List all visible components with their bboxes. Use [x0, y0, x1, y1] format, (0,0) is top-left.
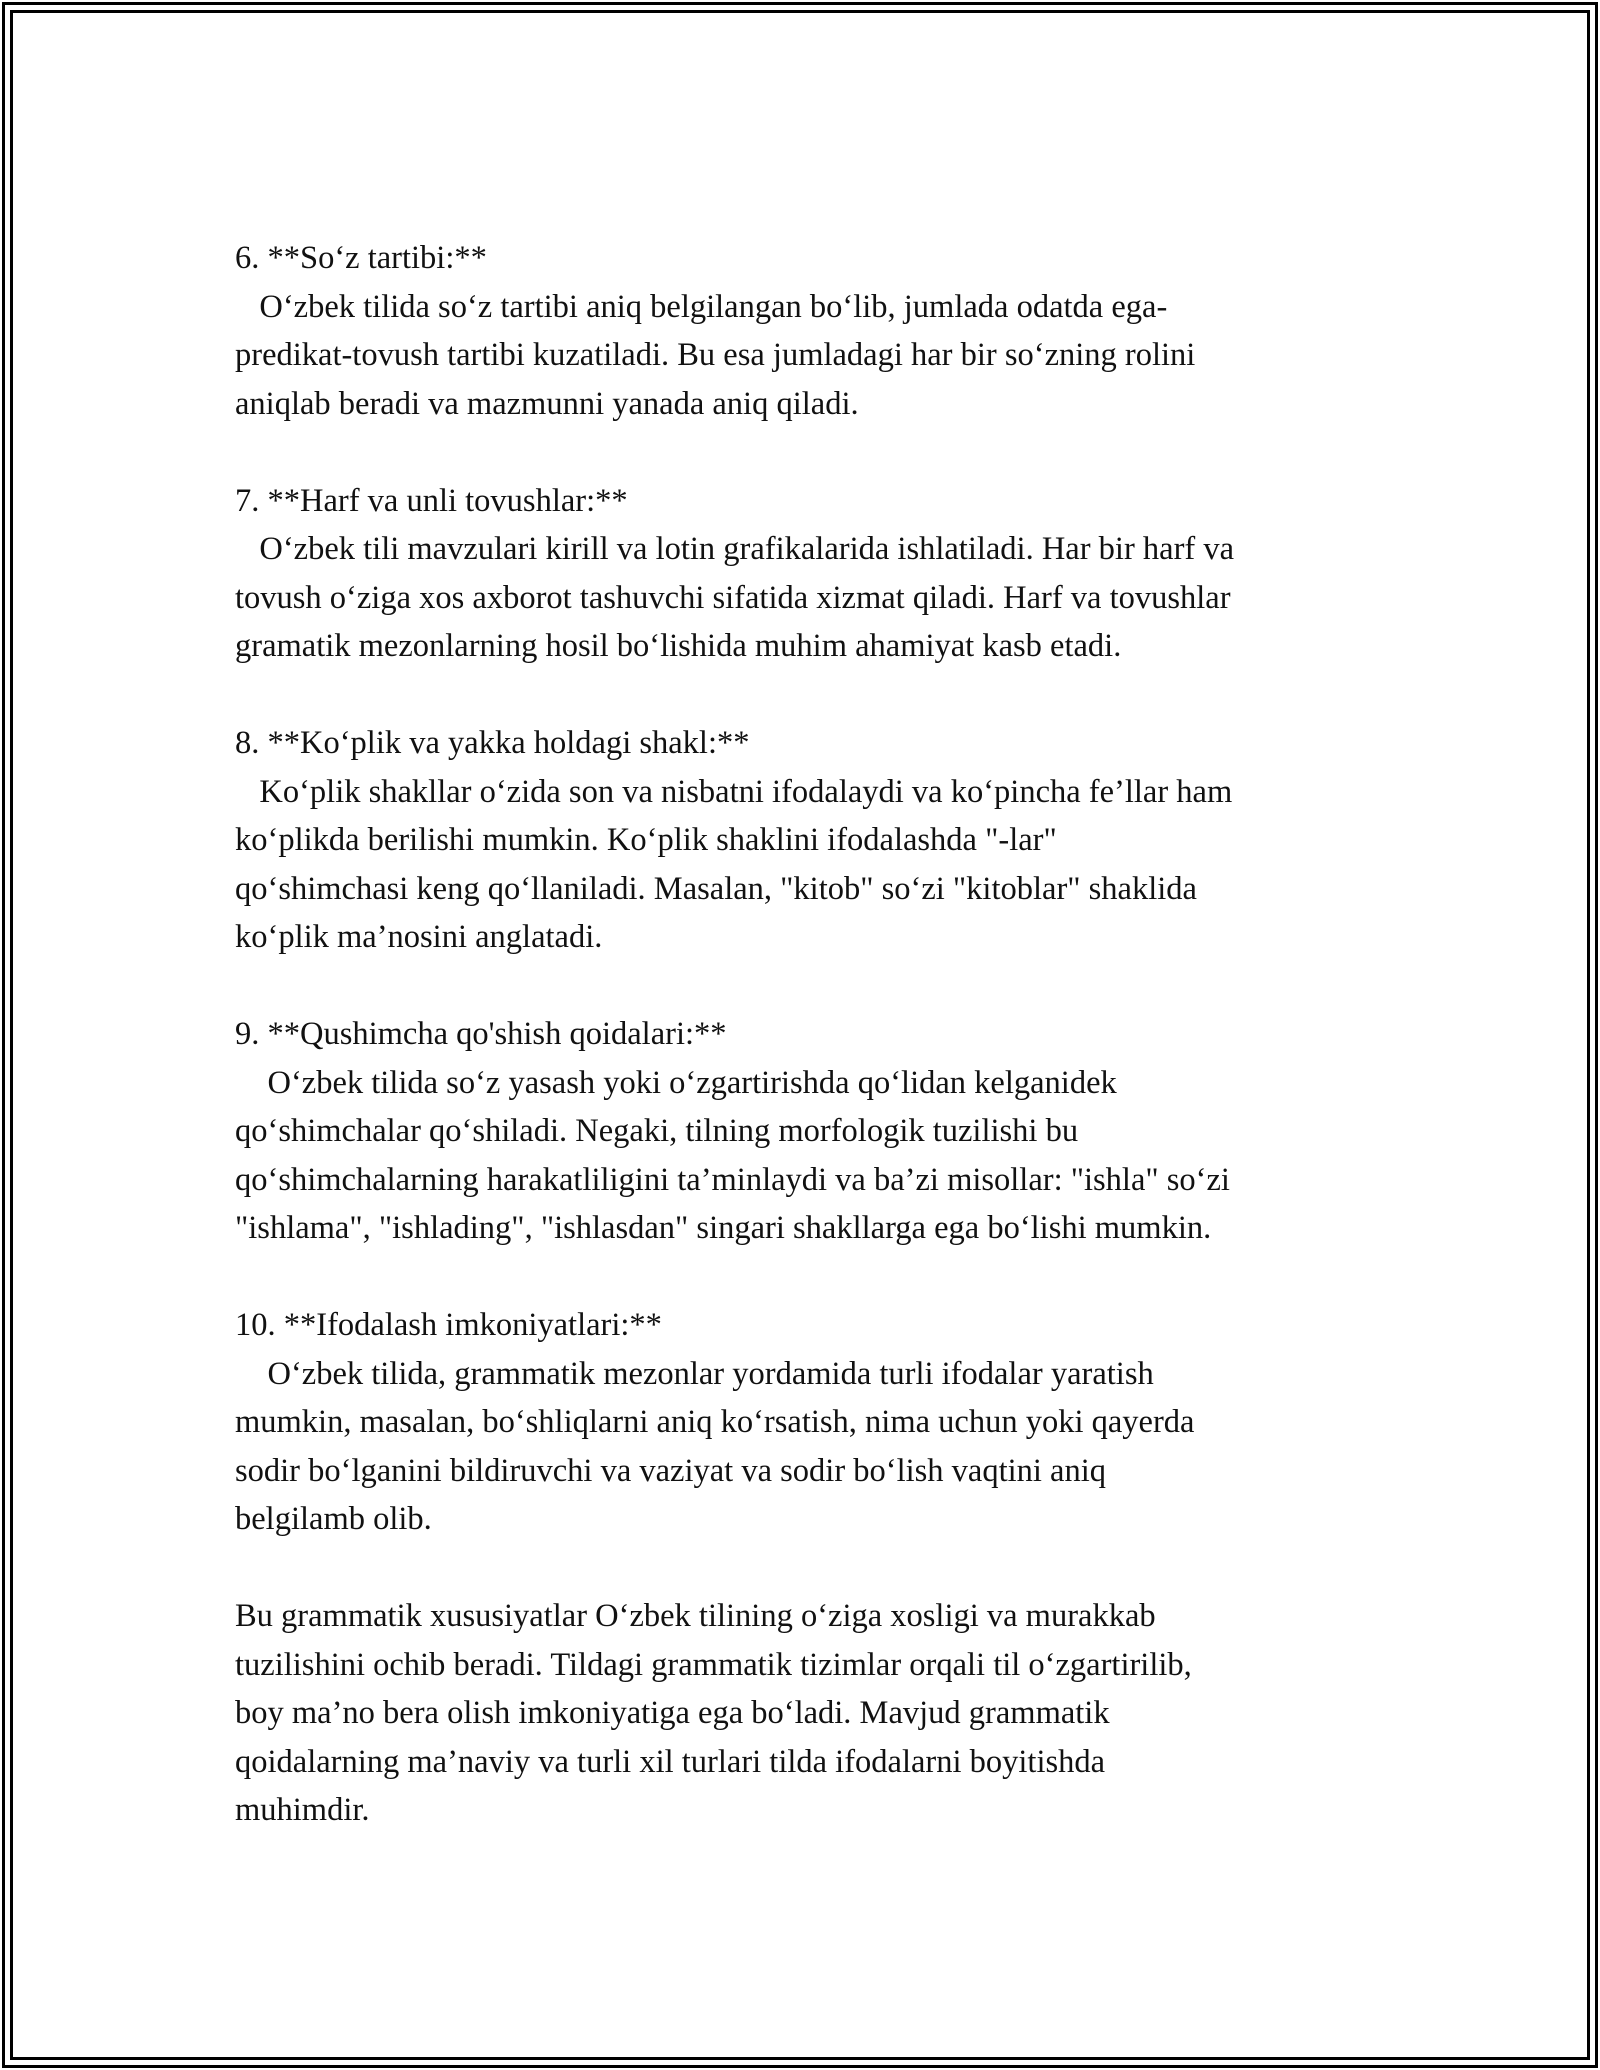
paragraph-line: qo‘shimchalarning harakatliligini ta’minlaydi va ba’zi misollar: "ishla" so‘zi [235, 1161, 1230, 1198]
section-expression-possibilities [235, 1301, 1375, 1544]
paragraph-line: qo‘shimchalar qo‘shiladi. Negaki, tilning morfologik tuzilishi bu [235, 1113, 1079, 1149]
paragraph-line: predikat-tovush tartibi kuzatiladi. Bu esa jumladagi har bir so‘zning rolini [235, 337, 1196, 373]
paragraph-line: O‘zbek tilida so‘z yasash yoki o‘zgartirishda qo‘lidan kelganidek [235, 1064, 1117, 1101]
paragraph-line: ko‘plik ma’nosini anglatadi. [235, 919, 603, 955]
paragraph-line: mumkin, masalan, bo‘shliqlarni aniq ko‘rsatish, nima uchun yoki qayerda [235, 1404, 1195, 1440]
paragraph-line: "ishlama", "ishlading", "ishlasdan" singari shakllarga ega bo‘lishi mumkin. [235, 1210, 1212, 1246]
section-heading: 6. **So‘z tartibi:** [235, 240, 487, 276]
section-heading: 7. **Harf va unli tovushlar:** [235, 482, 628, 519]
paragraph-line: tovush o‘ziga xos axborot tashuvchi sifatida xizmat qiladi. Harf va tovushlar [235, 579, 1231, 616]
paragraph-line: ko‘plikda berilishi mumkin. Ko‘plik shaklini ifodalashda "-lar" [235, 822, 1057, 858]
conclusion-paragraph [235, 1592, 1375, 1835]
section-heading: 8. **Ko‘plik va yakka holdagi shakl:** [235, 725, 750, 761]
paragraph-line: gramatik mezonlarning hosil bo‘lishida muhim ahamiyat kasb etadi. [235, 628, 1122, 664]
paragraph-line: aniqlab beradi va mazmunni yanada aniq qiladi. [235, 385, 859, 422]
section-heading: 9. **Qushimcha qo'shish qoidalari:** [235, 1016, 727, 1052]
paragraph-line: boy ma’no bera olish imkoniyatiga ega bo‘ladi. Mavjud grammatik [235, 1695, 1110, 1731]
paragraph-line: O‘zbek tilida so‘z tartibi aniq belgilangan bo‘lib, jumlada odatda ega- [235, 288, 1168, 325]
section-heading: 10. **Ifodalash imkoniyatlari:** [235, 1307, 662, 1343]
section-word-order [235, 234, 1375, 428]
paragraph-line: sodir bo‘lganini bildiruvchi va vaziyat va sodir bo‘lish vaqtini aniq [235, 1452, 1107, 1489]
section-suffix-rules [235, 1010, 1375, 1253]
paragraph-line: qo‘shimchasi keng qo‘llaniladi. Masalan, "kitob" so‘zi "kitoblar" shaklida [235, 870, 1197, 907]
section-letters-vowels [235, 477, 1375, 671]
paragraph-line: belgilamb olib. [235, 1501, 432, 1537]
paragraph-line: O‘zbek tili mavzulari kirill va lotin grafikalarida ishlatiladi. Har bir harf va [235, 531, 1235, 567]
paragraph-line: Ko‘plik shakllar o‘zida son va nisbatni ifodalaydi va ko‘pincha fe’llar ham [235, 773, 1233, 810]
paragraph-line: tuzilishini ochib beradi. Tildagi grammatik tizimlar orqali til o‘zgartirilib, [235, 1646, 1192, 1683]
document-body [235, 234, 1375, 1883]
paragraph-line: muhimdir. [235, 1792, 370, 1828]
paragraph-line: qoidalarning ma’naviy va turli xil turlari tilda ifodalarni boyitishda [235, 1743, 1106, 1780]
section-plural-singular [235, 719, 1375, 962]
paragraph-line: O‘zbek tilida, grammatik mezonlar yordamida turli ifodalar yaratish [235, 1355, 1154, 1392]
paragraph-line: Bu grammatik xususiyatlar O‘zbek tilining o‘ziga xosligi va murakkab [235, 1598, 1156, 1634]
